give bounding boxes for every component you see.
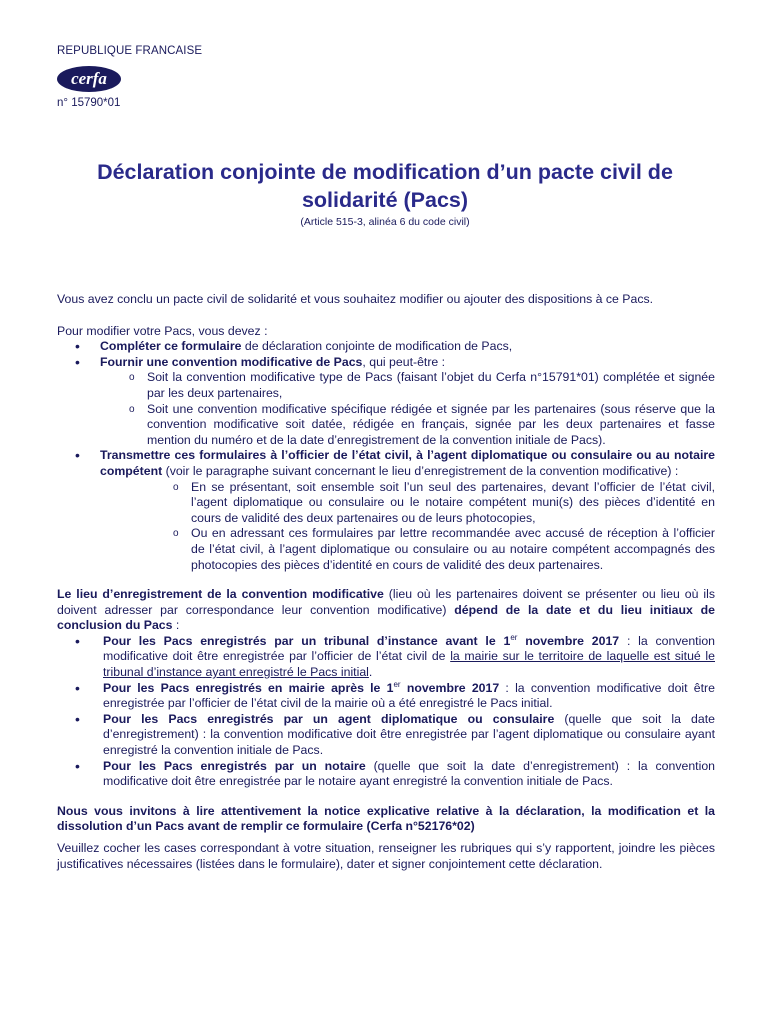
place-lead-text: : [172,618,180,633]
document-header [57,44,202,111]
sub-list-item: o Ou en adressant ces formulaires par lettre recommandée avec accusé de réception à l’officier de l’état civil, à l’agent diplomatique ou consulaire ou au notaire compétent accompagnés des photocopies des pièces d’identité en cours de validité des deux partenaires. [100,526,715,573]
place-lead-bold: dépend de la date et du lieu initiaux de conclusion du Pacs [57,602,716,633]
list-item [57,448,715,573]
item-text: : la convention modificative doit être enregistrée par l’officier de l’état civil de [103,633,715,664]
form-number: n° 15790*01 [57,96,121,109]
document-subtitle: (Article 515-3, alinéa 6 du code civil) [300,216,470,228]
list-item [57,339,715,355]
sub-list-item: o Soit la convention modificative type de Pacs (faisant l’objet du Cerfa n°15791*01) complétée et signée par les deux partenaires, [100,370,715,401]
place-lead [57,587,715,634]
item-text: de déclaration conjointe de modification de Pacs, [241,339,513,354]
item-text: (quelle que soit la date d’enregistrement) : la convention modificative doit être enregistrée par le notaire ayant enregistré la convention initiale de Pacs. [103,758,715,789]
sub-list [100,370,715,448]
superscript: er [510,632,518,642]
item-text: : la convention modificative doit être enregistrée par l’officier de l’état civil de la mairie où a été enregistré le Pacs initial. [103,680,715,711]
item-bold-text: Compléter ce formulaire [100,339,242,354]
title-block [40,158,730,231]
place-section [57,587,715,790]
sub-list-item: o Soit une convention modificative spécifique rédigée et signée par les partenaires (sous réserve que la convention modificative soit datée, rédigée en français, signée par les deux partenaires et fasse mention du numéro et de la date d’enregistrement de la convention initiale de Pacs). [100,402,715,449]
item-text: (voir le paragraphe suivant concernant le lieu d’enregistrement de la convention modificative) : [162,463,679,478]
intro-paragraph: Vous avez conclu un pacte civil de solidarité et vous souhaitez modifier ou ajouter des dispositions à ce Pacs. [57,292,654,306]
list-item [57,355,715,449]
modify-section [57,324,715,574]
underlined-text: la mairie sur le territoire de laquelle est situé le tribunal d’instance ayant enregistré le Pacs initial [103,649,715,680]
republique-francaise-label: REPUBLIQUE FRANCAISE [57,45,203,57]
sub-list [100,480,715,574]
notice-text: Nous vous invitons à lire attentivement la notice explicative relative à la déclaration, la modification et la dissolution d’un Pacs avant de remplir ce formulaire (Cerfa n°52176*02) [57,803,715,834]
list-item [57,759,715,790]
item-bold-text: Pour les Pacs enregistrés par un agent diplomatique ou consulaire [103,711,555,726]
sub-list-item: o En se présentant, soit ensemble soit l’un seul des partenaires, devant l’officier de l’état civil, l’agent diplomatique ou consulaire ou le notaire compétent muni(s) des pièces d’identité en cours de validité des deux partenaires ou de leurs photocopies, [100,480,715,527]
list-item [57,634,715,681]
modify-list [57,339,715,573]
superscript: er [393,679,401,689]
item-bold-text: Transmettre ces formulaires à l’officier de l’état civil, à l’agent diplomatique ou consulaire ou au notaire compétent [100,448,715,478]
item-text: . [368,665,373,680]
document-title-line-1: Déclaration conjointe de modification d’un pacte civil de [97,160,673,184]
item-text: (quelle que soit la date d’enregistrement) : la convention modificative doit être enregistrée par l’agent diplomatique ou consulaire ayant enregistré la convention initiale de Pacs. [103,711,715,758]
item-text: , qui peut-être : [362,354,446,369]
notice-paragraph [57,804,715,835]
modify-lead: Pour modifier votre Pacs, vous devez : [57,323,268,338]
item-bold-text: Pour les Pacs enregistrés par un tribunal d’instance avant le 1 [103,633,511,648]
item-bold-text: Pour les Pacs enregistrés en mairie après le 1 [103,680,394,695]
place-lead-text: (lieu où les partenaires doivent se présenter ou lieu où ils doivent adresser par correspondance leur convention modificative) [57,587,715,617]
document-body [57,292,715,872]
document-title-line-2: solidarité (Pacs) [301,188,469,212]
place-lead-bold: Le lieu d’enregistrement de la convention modificative [57,587,384,602]
cerfa-logo: cerfa [57,66,121,92]
closing-paragraph: Veuillez cocher les cases correspondant à votre situation, renseigner les rubriques qui s’y rapportent, joindre les pièces justificatives nécessaires (listées dans le formulaire), dater et signer conjointement cette déclaration. [57,841,715,871]
item-bold-text: novembre 2017 [517,633,620,648]
list-item [57,712,715,759]
place-list [57,634,715,790]
list-item [57,681,715,712]
item-bold-text: Fournir une convention modificative de Pacs [100,354,363,369]
item-bold-text: Pour les Pacs enregistrés par un notaire [103,758,366,773]
item-bold-text: novembre 2017 [400,680,500,695]
